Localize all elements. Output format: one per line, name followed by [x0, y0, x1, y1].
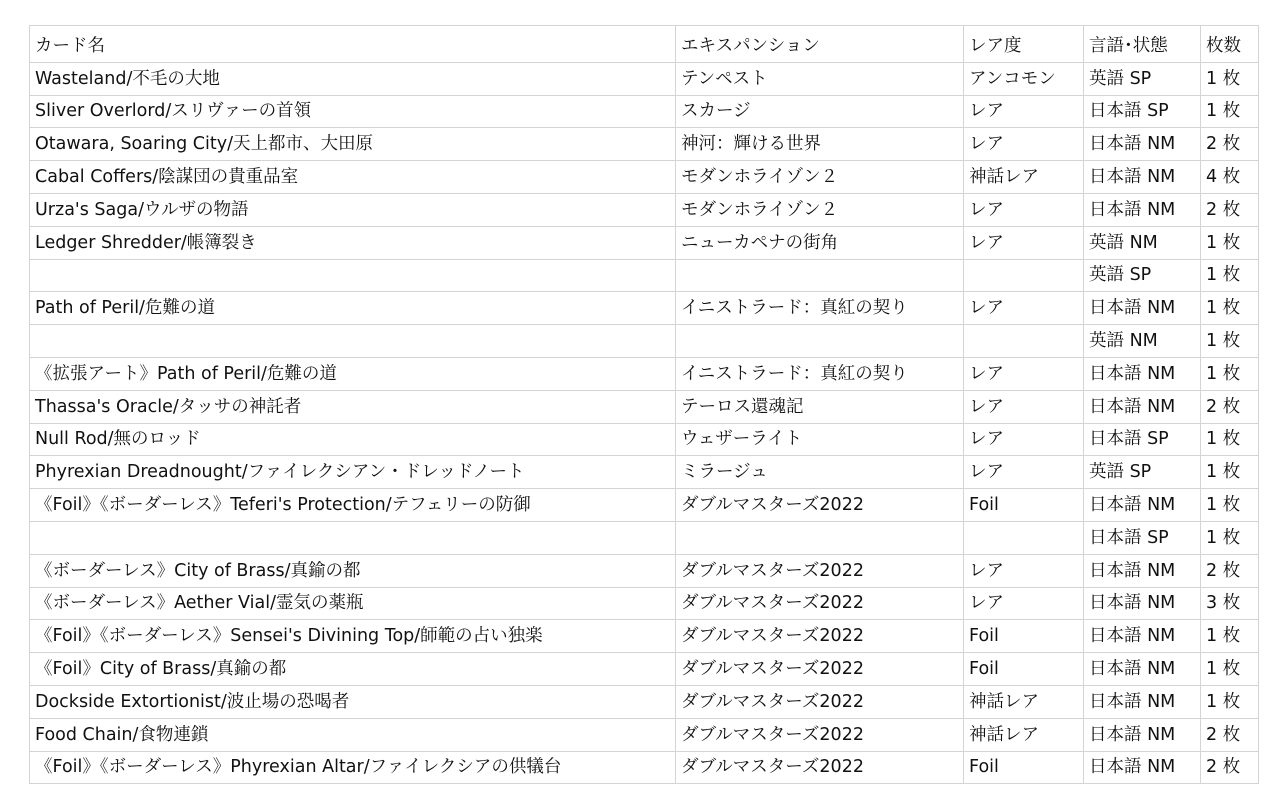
cell-language-condition: 英語 NM	[1084, 226, 1201, 259]
cell-expansion: ダブルマスターズ2022	[676, 620, 964, 653]
cell-language-condition: 日本語 NM	[1084, 620, 1201, 653]
cell-quantity: 1 枚	[1201, 489, 1259, 522]
table-row	[30, 193, 1259, 226]
cell-rarity: レア	[964, 292, 1084, 325]
cell-card-name	[30, 521, 676, 554]
table-row	[30, 685, 1259, 718]
cell-card-name: 《Foil》《ボーダーレス》Sensei's Divining Top/師範の占い独楽	[30, 620, 676, 653]
cell-expansion: イニストラード：真紅の契り	[676, 357, 964, 390]
cell-card-name: Wasteland/不毛の大地	[30, 62, 676, 95]
cell-expansion: スカージ	[676, 95, 964, 128]
cell-rarity: レア	[964, 193, 1084, 226]
cell-card-name: Path of Peril/危難の道	[30, 292, 676, 325]
cell-expansion: 神河：輝ける世界	[676, 128, 964, 161]
cell-language-condition: 英語 SP	[1084, 62, 1201, 95]
cell-card-name: 《Foil》City of Brass/真鍮の都	[30, 653, 676, 686]
cell-rarity: 神話レア	[964, 161, 1084, 194]
header-row	[30, 26, 1259, 63]
cell-expansion: ウェザーライト	[676, 423, 964, 456]
cell-rarity: Foil	[964, 653, 1084, 686]
cell-language-condition: 日本語 NM	[1084, 653, 1201, 686]
cell-quantity: 1 枚	[1201, 259, 1259, 292]
cell-expansion: ミラージュ	[676, 456, 964, 489]
cell-expansion: イニストラード：真紅の契り	[676, 292, 964, 325]
table-row	[30, 357, 1259, 390]
cell-expansion: ダブルマスターズ2022	[676, 554, 964, 587]
cell-quantity: 1 枚	[1201, 95, 1259, 128]
cell-expansion: ダブルマスターズ2022	[676, 685, 964, 718]
cell-rarity: レア	[964, 95, 1084, 128]
cell-quantity: 1 枚	[1201, 357, 1259, 390]
cell-card-name: 《Foil》《ボーダーレス》Teferi's Protection/テフェリーの防御	[30, 489, 676, 522]
cell-quantity: 2 枚	[1201, 128, 1259, 161]
cell-rarity: レア	[964, 226, 1084, 259]
table-row	[30, 587, 1259, 620]
cell-quantity: 2 枚	[1201, 554, 1259, 587]
table-row	[30, 456, 1259, 489]
table-row	[30, 390, 1259, 423]
cell-quantity: 1 枚	[1201, 456, 1259, 489]
cell-quantity: 1 枚	[1201, 226, 1259, 259]
cell-language-condition: 日本語 NM	[1084, 161, 1201, 194]
cell-language-condition: 英語 SP	[1084, 456, 1201, 489]
cell-quantity: 1 枚	[1201, 521, 1259, 554]
cell-quantity: 1 枚	[1201, 620, 1259, 653]
table-row	[30, 62, 1259, 95]
cell-card-name: 《ボーダーレス》City of Brass/真鍮の都	[30, 554, 676, 587]
cell-language-condition: 日本語 NM	[1084, 587, 1201, 620]
table-row	[30, 718, 1259, 751]
cell-rarity: レア	[964, 456, 1084, 489]
cell-language-condition: 英語 NM	[1084, 325, 1201, 358]
cell-card-name: 《Foil》《ボーダーレス》Phyrexian Altar/ファイレクシアの供犠台	[30, 751, 676, 784]
cell-card-name: Phyrexian Dreadnought/ファイレクシアン・ドレッドノート	[30, 456, 676, 489]
cell-expansion: モダンホライゾン２	[676, 193, 964, 226]
cell-quantity: 1 枚	[1201, 325, 1259, 358]
cell-card-name: Thassa's Oracle/タッサの神託者	[30, 390, 676, 423]
table-row	[30, 489, 1259, 522]
cell-language-condition: 日本語 NM	[1084, 390, 1201, 423]
table-row	[30, 554, 1259, 587]
cell-expansion: ダブルマスターズ2022	[676, 653, 964, 686]
cell-rarity: 神話レア	[964, 685, 1084, 718]
cell-expansion: テンペスト	[676, 62, 964, 95]
cell-language-condition: 日本語 NM	[1084, 128, 1201, 161]
header-quantity: 枚数	[1201, 26, 1259, 63]
table-row	[30, 325, 1259, 358]
cell-language-condition: 日本語 NM	[1084, 292, 1201, 325]
cell-language-condition: 日本語 NM	[1084, 554, 1201, 587]
cell-card-name: 《ボーダーレス》Aether Vial/霊気の薬瓶	[30, 587, 676, 620]
cell-card-name: Urza's Saga/ウルザの物語	[30, 193, 676, 226]
table-row	[30, 653, 1259, 686]
cell-expansion	[676, 259, 964, 292]
table-row	[30, 292, 1259, 325]
cell-language-condition: 英語 SP	[1084, 259, 1201, 292]
table-row	[30, 161, 1259, 194]
table-row	[30, 751, 1259, 784]
cell-rarity: レア	[964, 390, 1084, 423]
cell-quantity: 1 枚	[1201, 653, 1259, 686]
cell-language-condition: 日本語 NM	[1084, 751, 1201, 784]
cell-card-name: Ledger Shredder/帳簿裂き	[30, 226, 676, 259]
cell-expansion	[676, 521, 964, 554]
cell-expansion: テーロス還魂記	[676, 390, 964, 423]
cell-language-condition: 日本語 SP	[1084, 521, 1201, 554]
cell-expansion: ダブルマスターズ2022	[676, 751, 964, 784]
cell-card-name: Otawara, Soaring City/天上都市、大田原	[30, 128, 676, 161]
header-language-condition: 言語･状態	[1084, 26, 1201, 63]
header-rarity: レア度	[964, 26, 1084, 63]
cell-language-condition: 日本語 NM	[1084, 193, 1201, 226]
cell-rarity: レア	[964, 128, 1084, 161]
cell-quantity: 1 枚	[1201, 62, 1259, 95]
table-row	[30, 521, 1259, 554]
cell-rarity	[964, 325, 1084, 358]
header-card-name: カード名	[30, 26, 676, 63]
cell-expansion	[676, 325, 964, 358]
cell-card-name	[30, 325, 676, 358]
cell-rarity: レア	[964, 423, 1084, 456]
cell-card-name: Sliver Overlord/スリヴァーの首領	[30, 95, 676, 128]
cell-expansion: ダブルマスターズ2022	[676, 587, 964, 620]
cell-rarity: Foil	[964, 620, 1084, 653]
cell-expansion: ダブルマスターズ2022	[676, 489, 964, 522]
table-row	[30, 226, 1259, 259]
cell-quantity: 2 枚	[1201, 751, 1259, 784]
cell-language-condition: 日本語 NM	[1084, 718, 1201, 751]
cell-quantity: 1 枚	[1201, 423, 1259, 456]
cell-rarity: レア	[964, 587, 1084, 620]
cell-language-condition: 日本語 NM	[1084, 685, 1201, 718]
cell-language-condition: 日本語 SP	[1084, 423, 1201, 456]
cell-quantity: 2 枚	[1201, 390, 1259, 423]
cell-quantity: 3 枚	[1201, 587, 1259, 620]
cell-card-name: Null Rod/無のロッド	[30, 423, 676, 456]
header-expansion: エキスパンション	[676, 26, 964, 63]
cell-rarity: 神話レア	[964, 718, 1084, 751]
cell-rarity: Foil	[964, 751, 1084, 784]
table-row	[30, 128, 1259, 161]
cell-rarity	[964, 521, 1084, 554]
cell-quantity: 2 枚	[1201, 193, 1259, 226]
cell-quantity: 4 枚	[1201, 161, 1259, 194]
cell-quantity: 2 枚	[1201, 718, 1259, 751]
cell-language-condition: 日本語 NM	[1084, 489, 1201, 522]
cell-quantity: 1 枚	[1201, 685, 1259, 718]
cell-quantity: 1 枚	[1201, 292, 1259, 325]
cell-expansion: ニューカペナの街角	[676, 226, 964, 259]
cell-rarity: Foil	[964, 489, 1084, 522]
cell-rarity: レア	[964, 554, 1084, 587]
cell-rarity: レア	[964, 357, 1084, 390]
cell-rarity	[964, 259, 1084, 292]
cell-card-name: Dockside Extortionist/波止場の恐喝者	[30, 685, 676, 718]
cell-expansion: モダンホライゾン２	[676, 161, 964, 194]
card-list-table	[29, 25, 1259, 784]
cell-card-name: 《拡張アート》Path of Peril/危難の道	[30, 357, 676, 390]
cell-card-name	[30, 259, 676, 292]
table-row	[30, 259, 1259, 292]
cell-rarity: アンコモン	[964, 62, 1084, 95]
cell-card-name: Food Chain/食物連鎖	[30, 718, 676, 751]
cell-language-condition: 日本語 NM	[1084, 357, 1201, 390]
table-row	[30, 423, 1259, 456]
table-row	[30, 620, 1259, 653]
cell-expansion: ダブルマスターズ2022	[676, 718, 964, 751]
cell-language-condition: 日本語 SP	[1084, 95, 1201, 128]
cell-card-name: Cabal Coffers/陰謀団の貴重品室	[30, 161, 676, 194]
table-row	[30, 95, 1259, 128]
